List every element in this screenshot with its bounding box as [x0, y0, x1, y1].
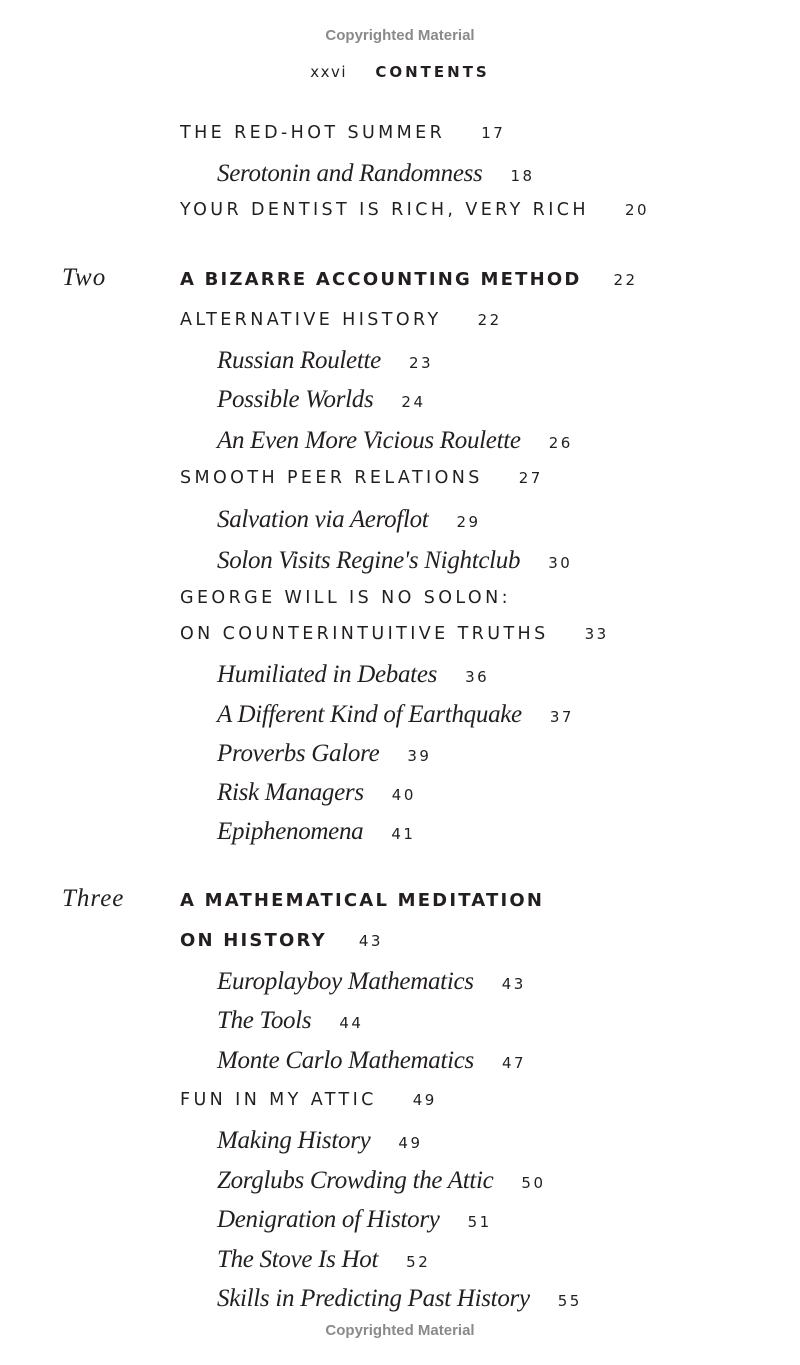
toc-entry-title: Monte Carlo Mathematics: [217, 1047, 474, 1074]
toc-page-number: 49: [398, 1134, 423, 1152]
toc-page-number: 49: [412, 1091, 437, 1109]
toc-entry-title: GEORGE WILL IS NO SOLON:: [180, 588, 511, 608]
toc-entry-subsection: [217, 547, 572, 575]
chapter-number-label: Two: [62, 264, 107, 291]
toc-entry-section: [180, 624, 609, 644]
toc-entry-title: The Tools: [217, 1007, 312, 1034]
toc-page-number: 43: [501, 975, 526, 993]
toc-page-number: 30: [548, 554, 573, 572]
toc-entry-title: Proverbs Galore: [217, 740, 380, 767]
toc-entry-title: The Stove Is Hot: [217, 1246, 379, 1273]
toc-page-number: 44: [339, 1014, 364, 1032]
toc-entry-title: Possible Worlds: [217, 386, 374, 413]
toc-entry-title: A Different Kind of Earthquake: [217, 701, 522, 728]
toc-page-number: 36: [465, 668, 490, 686]
toc-entry-subsection: [217, 160, 535, 188]
toc-entry-title: Salvation via Aeroflot: [217, 506, 429, 533]
toc-entry-subsection: [217, 1127, 423, 1155]
toc-entry-title: Russian Roulette: [217, 347, 381, 374]
toc-entry-subsection: [217, 1206, 492, 1234]
toc-entry-subsection: [217, 740, 431, 768]
toc-page-number: 17: [481, 124, 506, 142]
copyright-watermark-bottom: Copyrighted Material: [325, 1322, 475, 1339]
toc-page-number: 22: [613, 271, 638, 289]
toc-entry-chapter: [180, 890, 544, 911]
toc-page-number: 23: [408, 354, 434, 372]
toc-entry-subsection: [217, 427, 573, 455]
toc-page-number: 18: [510, 167, 535, 185]
toc-entry-title: Risk Managers: [217, 779, 364, 806]
toc-page-number: 39: [407, 747, 432, 765]
toc-page-number: 29: [456, 513, 481, 531]
chapter-number-label: Three: [62, 885, 125, 912]
toc-entry-subsection: [217, 968, 526, 996]
toc-entry-subsection: [217, 1007, 363, 1035]
toc-entry-section: [180, 1090, 437, 1110]
running-head: [0, 63, 800, 81]
toc-entry-section: [180, 200, 649, 220]
toc-entry-title: YOUR DENTIST IS RICH, VERY RICH: [180, 200, 589, 220]
toc-entry-title: ALTERNATIVE HISTORY: [180, 310, 442, 330]
toc-page-number: 24: [401, 393, 426, 411]
running-head-title: CONTENTS: [375, 63, 490, 81]
toc-page-number: 41: [391, 825, 416, 843]
toc-entry-subsection: [217, 661, 489, 689]
toc-entry-title: Humiliated in Debates: [217, 661, 438, 688]
toc-page-number: 51: [467, 1213, 492, 1231]
toc-entry-chapter: [180, 930, 383, 951]
toc-entry-title: FUN IN MY ATTIC: [180, 1090, 377, 1110]
toc-entry-subsection: [217, 701, 574, 729]
page-folio: xxvi: [310, 63, 348, 81]
toc-entry-subsection: [217, 1285, 582, 1313]
toc-page-number: 40: [391, 786, 416, 804]
toc-entry-subsection: [217, 1047, 526, 1075]
toc-page-number: 43: [358, 932, 383, 950]
toc-page-number: 27: [518, 469, 543, 487]
toc-entry-subsection: [217, 347, 433, 375]
toc-entry-subsection: [217, 1246, 430, 1274]
toc-entry-title: Skills in Predicting Past History: [217, 1285, 530, 1312]
toc-page-number: 47: [501, 1054, 527, 1072]
toc-entry-title: A MATHEMATICAL MEDITATION: [180, 890, 545, 911]
toc-entry-title: Denigration of History: [217, 1206, 440, 1233]
toc-entry-section: [180, 123, 505, 143]
toc-entry-title: A BIZARRE ACCOUNTING METHOD: [180, 269, 582, 290]
toc-page-number: 50: [521, 1174, 546, 1192]
toc-entry-subsection: [217, 506, 481, 534]
toc-page-number: 20: [624, 201, 650, 219]
toc-entry-subsection: [217, 1167, 546, 1195]
toc-entry-title: Serotonin and Randomness: [217, 160, 483, 187]
toc-entry-subsection: [217, 818, 415, 846]
toc-entry-title: Zorglubs Crowding the Attic: [217, 1167, 494, 1194]
toc-entry-chapter: [180, 269, 638, 290]
toc-entry-title: Solon Visits Regine's Nightclub: [217, 547, 521, 574]
toc-entry-section: [180, 468, 543, 488]
toc-page-number: 26: [548, 434, 573, 452]
toc-entry-title: ON COUNTERINTUITIVE TRUTHS: [180, 624, 549, 644]
toc-entry-title: An Even More Vicious Roulette: [217, 427, 521, 454]
toc-page-number: 52: [406, 1253, 431, 1271]
toc-entry-subsection: [217, 779, 416, 807]
toc-entry-section: [180, 588, 511, 608]
toc-page-number: 37: [549, 708, 574, 726]
toc-entry-title: Making History: [217, 1127, 371, 1154]
toc-page-number: 33: [584, 625, 609, 643]
toc-entry-title: ON HISTORY: [180, 930, 327, 951]
toc-page-number: 22: [477, 311, 502, 329]
toc-entry-section: [180, 310, 502, 330]
toc-entry-title: THE RED-HOT SUMMER: [180, 123, 446, 143]
copyright-watermark-top: Copyrighted Material: [325, 27, 475, 44]
toc-page-number: 55: [557, 1292, 582, 1310]
toc-entry-title: SMOOTH PEER RELATIONS: [180, 468, 483, 488]
toc-entry-subsection: [217, 386, 426, 414]
toc-entry-title: Europlayboy Mathematics: [217, 968, 474, 995]
toc-entry-title: Epiphenomena: [217, 818, 364, 845]
